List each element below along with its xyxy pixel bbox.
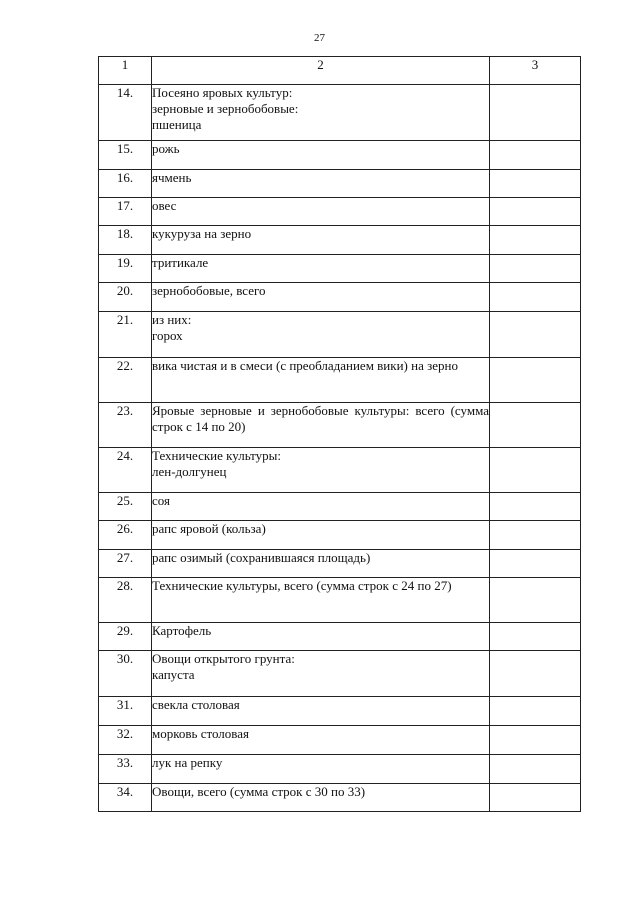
- row-label-line: рапс озимый (сохранившаяся площадь): [152, 550, 371, 565]
- row-label: [152, 651, 490, 697]
- row-number: 29.: [99, 623, 152, 651]
- table-row: [99, 283, 581, 312]
- row-value-cell[interactable]: [490, 697, 581, 726]
- row-label-line: тритикале: [152, 255, 209, 270]
- row-value-cell[interactable]: [490, 578, 581, 623]
- table-row: [99, 312, 581, 358]
- row-label-line: Посеяно яровых культур:: [152, 85, 293, 100]
- row-value-cell[interactable]: [490, 170, 581, 198]
- row-label-line: кукуруза на зерно: [152, 226, 252, 241]
- column-header-2: 2: [152, 57, 490, 85]
- row-number: 34.: [99, 784, 152, 812]
- page-number: 27: [314, 32, 325, 44]
- row-number: 28.: [99, 578, 152, 623]
- row-label-line: зернобобовые, всего: [152, 283, 266, 298]
- row-label-line: Овощи, всего (сумма строк с 30 по 33): [152, 784, 366, 799]
- row-number: 31.: [99, 697, 152, 726]
- row-number: 27.: [99, 550, 152, 578]
- row-number: 25.: [99, 493, 152, 521]
- table-row: [99, 550, 581, 578]
- row-value-cell[interactable]: [490, 403, 581, 448]
- row-number: 14.: [99, 85, 152, 141]
- row-value-cell[interactable]: [490, 255, 581, 283]
- table-row: [99, 623, 581, 651]
- row-number: 24.: [99, 448, 152, 493]
- row-label-line: горох: [152, 328, 183, 343]
- row-number: 32.: [99, 726, 152, 755]
- row-label: [152, 493, 490, 521]
- row-value-cell[interactable]: [490, 358, 581, 403]
- row-value-cell[interactable]: [490, 550, 581, 578]
- row-value-cell[interactable]: [490, 283, 581, 312]
- row-value-cell[interactable]: [490, 226, 581, 255]
- row-label: [152, 448, 490, 493]
- row-label-line: морковь столовая: [152, 726, 250, 741]
- row-label: [152, 521, 490, 550]
- row-label-line: зерновые и зернобобовые:: [152, 101, 299, 116]
- row-label: [152, 358, 490, 403]
- row-label: [152, 170, 490, 198]
- table-row: [99, 755, 581, 784]
- row-label-line: капуста: [152, 667, 195, 682]
- row-label: [152, 283, 490, 312]
- row-label-line: лен-долгунец: [152, 464, 227, 479]
- row-label: [152, 550, 490, 578]
- row-number: 30.: [99, 651, 152, 697]
- row-label-line: вика чистая и в смеси (с преобладанием вики) на зерно: [152, 358, 458, 373]
- table-row: [99, 198, 581, 226]
- row-number: 20.: [99, 283, 152, 312]
- table-row: [99, 255, 581, 283]
- row-label-line: ячмень: [152, 170, 192, 185]
- row-label: [152, 198, 490, 226]
- row-number: 15.: [99, 141, 152, 170]
- row-label: [152, 141, 490, 170]
- row-label: [152, 784, 490, 812]
- row-number: 21.: [99, 312, 152, 358]
- table-row: [99, 784, 581, 812]
- row-number: 17.: [99, 198, 152, 226]
- row-label-line: лук на репку: [152, 755, 223, 770]
- row-value-cell[interactable]: [490, 448, 581, 493]
- row-value-cell[interactable]: [490, 521, 581, 550]
- table-row: [99, 358, 581, 403]
- row-label: [152, 578, 490, 623]
- row-label: [152, 255, 490, 283]
- row-label-line: соя: [152, 493, 171, 508]
- row-number: 22.: [99, 358, 152, 403]
- table-row: [99, 651, 581, 697]
- row-value-cell[interactable]: [490, 141, 581, 170]
- row-label-line: Яровые зерновые и зернобобовые культуры: всего (сумма строк с 14 по 20): [152, 403, 489, 434]
- row-label-line: пшеница: [152, 117, 202, 132]
- row-label: [152, 85, 490, 141]
- row-label: [152, 755, 490, 784]
- row-number: 18.: [99, 226, 152, 255]
- row-value-cell[interactable]: [490, 493, 581, 521]
- table-row: [99, 493, 581, 521]
- row-label-line: Овощи открытого грунта:: [152, 651, 295, 666]
- row-value-cell[interactable]: [490, 623, 581, 651]
- table-row: [99, 578, 581, 623]
- row-value-cell[interactable]: [490, 755, 581, 784]
- table-row: [99, 697, 581, 726]
- row-label-line: Картофель: [152, 623, 212, 638]
- column-header-3: 3: [490, 57, 581, 85]
- row-number: 19.: [99, 255, 152, 283]
- row-label: [152, 226, 490, 255]
- row-value-cell[interactable]: [490, 198, 581, 226]
- row-label: [152, 726, 490, 755]
- row-value-cell[interactable]: [490, 312, 581, 358]
- row-label-line: Технические культуры:: [152, 448, 281, 463]
- column-header-1: 1: [99, 57, 152, 85]
- row-label: [152, 697, 490, 726]
- table-row: [99, 141, 581, 170]
- row-label: [152, 623, 490, 651]
- row-value-cell[interactable]: [490, 784, 581, 812]
- row-label-line: рожь: [152, 141, 180, 156]
- row-label-line: Технические культуры, всего (сумма строк с 24 по 27): [152, 578, 452, 593]
- row-label: [152, 403, 490, 448]
- row-number: 23.: [99, 403, 152, 448]
- row-number: 26.: [99, 521, 152, 550]
- table-row: [99, 448, 581, 493]
- table-row: [99, 403, 581, 448]
- row-label-line: рапс яровой (кольза): [152, 521, 266, 536]
- table-row: [99, 521, 581, 550]
- row-value-cell[interactable]: [490, 85, 581, 141]
- table-body: [99, 85, 581, 812]
- table-row: [99, 726, 581, 755]
- row-number: 33.: [99, 755, 152, 784]
- row-label-line: свекла столовая: [152, 697, 240, 712]
- row-value-cell[interactable]: [490, 726, 581, 755]
- row-label-line: овес: [152, 198, 177, 213]
- row-number: 16.: [99, 170, 152, 198]
- row-label-line: из них:: [152, 312, 192, 327]
- row-value-cell[interactable]: [490, 651, 581, 697]
- data-table: [98, 56, 581, 812]
- table-row: [99, 226, 581, 255]
- table-row: [99, 85, 581, 141]
- row-label: [152, 312, 490, 358]
- table-header-row: [99, 57, 581, 85]
- table-row: [99, 170, 581, 198]
